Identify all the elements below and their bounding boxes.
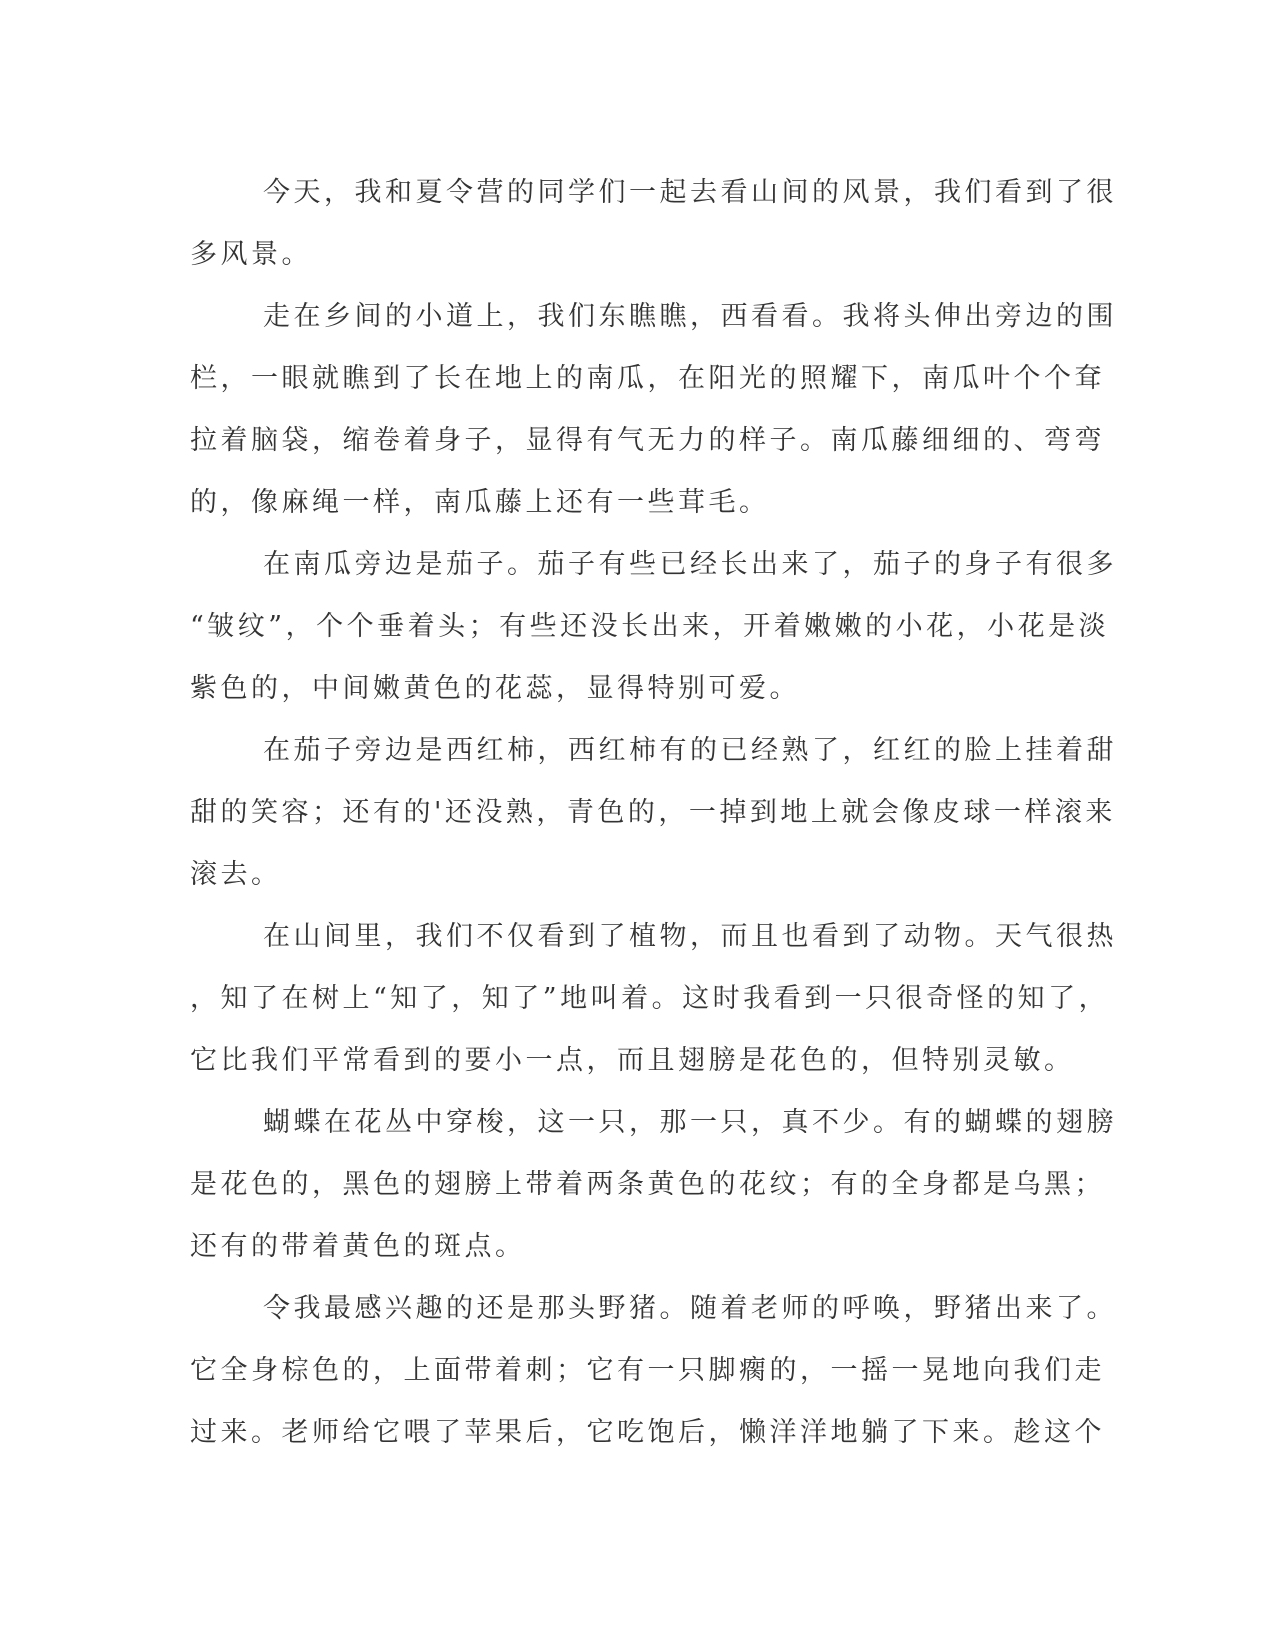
text-line: 甜的笑容；还有的'还没熟，青色的，一掉到地上就会像皮球一样滚来 [190, 797, 1116, 828]
text-line: “皱纹”，个个垂着头；有些还没长出来，开着嫩嫩的小花，小花是淡 [190, 611, 1110, 642]
text-line: 它比我们平常看到的要小一点，而且翅膀是花色的，但特别灵敏。 [190, 1045, 1075, 1076]
text-line: 在山间里，我们不仅看到了植物，而且也看到了动物。天气很热 [263, 921, 1117, 952]
text-line: 令我最感兴趣的还是那头野猪。随着老师的呼唤，野猪出来了。 [263, 1293, 1117, 1324]
text-line: 是花色的，黑色的翅膀上带着两条黄色的花纹；有的全身都是乌黑； [190, 1169, 1105, 1200]
text-line: 的，像麻绳一样，南瓜藤上还有一些茸毛。 [190, 487, 770, 518]
article-body [190, 162, 1117, 1464]
text-line: 紫色的，中间嫩黄色的花蕊，显得特别可爱。 [190, 673, 800, 704]
text-line: 在茄子旁边是西红柿，西红柿有的已经熟了，红红的脸上挂着甜 [263, 735, 1117, 766]
text-line: 在南瓜旁边是茄子。茄子有些已经长出来了，茄子的身子有很多 [263, 549, 1117, 580]
text-line: 多风景。 [190, 239, 312, 270]
text-line: 拉着脑袋，缩卷着身子，显得有气无力的样子。南瓜藤细细的、弯弯 [190, 425, 1105, 456]
text-line: ，知了在树上“知了，知了”地叫着。这时我看到一只很奇怪的知了， [190, 983, 1110, 1014]
text-line: 过来。老师给它喂了苹果后，它吃饱后，懒洋洋地躺了下来。趁这个 [190, 1417, 1105, 1448]
text-line: 还有的带着黄色的斑点。 [190, 1231, 526, 1262]
text-line: 滚去。 [190, 859, 282, 890]
text-line: 它全身棕色的，上面带着刺；它有一只脚瘸的，一摇一晃地向我们走 [190, 1355, 1105, 1386]
text-line: 栏，一眼就瞧到了长在地上的南瓜，在阳光的照耀下，南瓜叶个个耷 [190, 363, 1105, 394]
text-line: 走在乡间的小道上，我们东瞧瞧，西看看。我将头伸出旁边的围 [263, 301, 1117, 332]
text-line: 蝴蝶在花丛中穿梭，这一只，那一只，真不少。有的蝴蝶的翅膀 [263, 1107, 1117, 1138]
text-line: 今天，我和夏令营的同学们一起去看山间的风景，我们看到了很 [263, 177, 1117, 208]
